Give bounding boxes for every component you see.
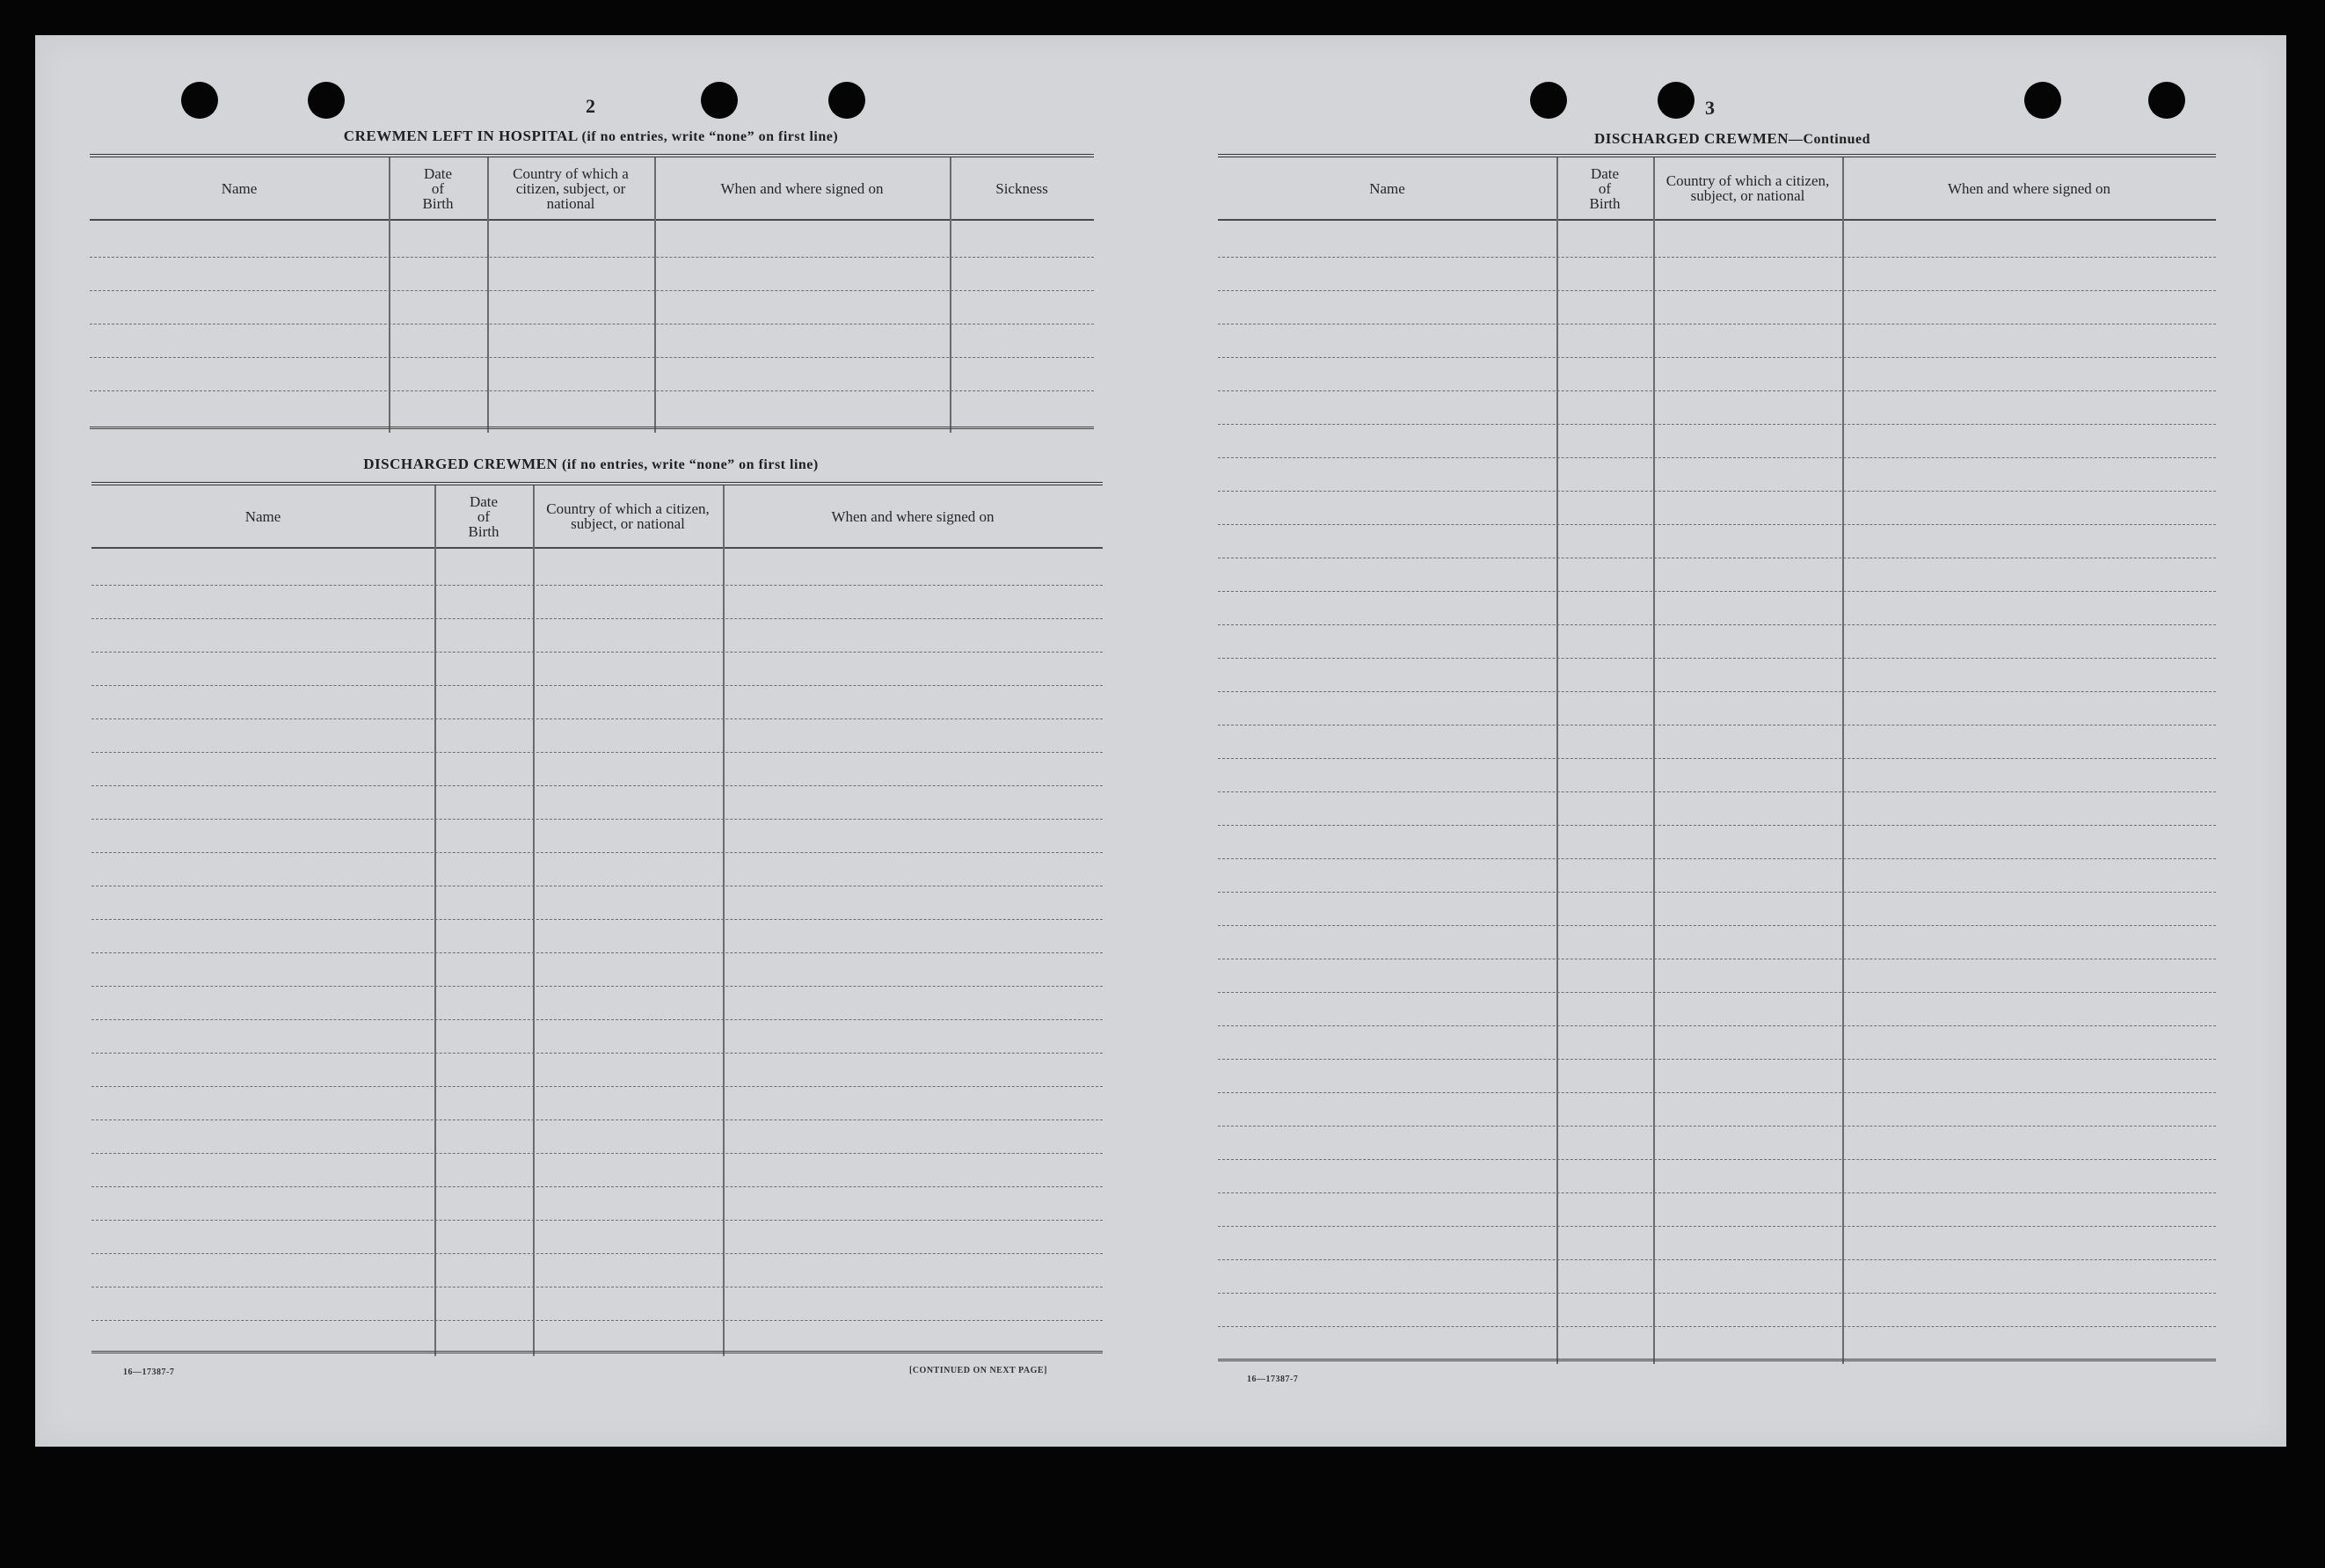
- entry-line: [1218, 791, 2216, 792]
- entry-line: [91, 785, 1103, 786]
- entry-line: [1218, 758, 2216, 759]
- col-header-country: Country of which a citizen, subject, or national: [1665, 172, 1830, 204]
- entry-line: [91, 718, 1103, 719]
- entry-line: [1218, 1126, 2216, 1127]
- entry-line: [90, 390, 1094, 391]
- table-bottom-rule: [91, 1351, 1103, 1353]
- form-code-right: 16—17387-7: [1247, 1375, 1299, 1384]
- entry-line: [91, 919, 1103, 920]
- column-divider: [1842, 157, 1844, 1364]
- column-divider: [654, 157, 656, 433]
- discharged-continued-text: DISCHARGED CREWMEN: [1593, 130, 1789, 147]
- col-header-date-of-birth: Date of Birth: [422, 164, 454, 212]
- column-divider: [723, 485, 725, 1356]
- entry-line: [91, 952, 1103, 953]
- discharged-table-left: [91, 482, 1103, 1356]
- entry-line: [91, 1119, 1103, 1120]
- entry-line: [91, 1153, 1103, 1154]
- entry-line: [1218, 290, 2216, 291]
- entry-line: [1218, 1192, 2216, 1193]
- entry-line: [1218, 925, 2216, 926]
- col-header-date-of-birth: Date of Birth: [468, 492, 499, 540]
- table-header: [91, 485, 1103, 549]
- entry-line: [90, 324, 1094, 325]
- col-header-date-of-birth: Date of Birth: [1589, 164, 1621, 212]
- page-number-left: 2: [586, 95, 595, 117]
- entry-line: [91, 986, 1103, 987]
- column-divider: [950, 157, 951, 433]
- col-header-when-where: When and where signed on: [831, 507, 995, 525]
- hospital-title-note: (if no entries, write “none” on first line): [581, 129, 839, 144]
- page-number-right: 3: [1705, 97, 1715, 119]
- entry-line: [91, 1186, 1103, 1187]
- col-header-sickness: Sickness: [995, 179, 1048, 197]
- entry-line: [91, 1053, 1103, 1054]
- entry-line: [1218, 424, 2216, 425]
- punch-hole: [1530, 82, 1567, 119]
- entry-line: [1218, 624, 2216, 625]
- entry-line: [1218, 858, 2216, 859]
- entry-line: [90, 257, 1094, 258]
- entry-line: [1218, 457, 2216, 458]
- col-header-country: Country of which a citizen, subject, or national: [546, 500, 710, 532]
- form-sheet: [35, 35, 2286, 1447]
- entry-line: [1218, 1259, 2216, 1260]
- table-bottom-rule: [1218, 1359, 2216, 1361]
- discharged-continued-title: [1218, 130, 2247, 148]
- entry-line: [91, 1220, 1103, 1221]
- col-header-when-where: When and where signed on: [1947, 179, 2111, 197]
- entry-line: [91, 1019, 1103, 1020]
- entry-line: [1218, 524, 2216, 525]
- entry-line: [1218, 1092, 2216, 1093]
- form-code-left: 16—17387-7: [123, 1367, 175, 1377]
- entry-line: [91, 819, 1103, 820]
- entry-line: [1218, 491, 2216, 492]
- hospital-title-text: CREWMEN LEFT IN HOSPITAL: [343, 128, 578, 144]
- entry-line: [91, 1253, 1103, 1254]
- punch-hole: [2024, 82, 2061, 119]
- hospital-section-title: [90, 128, 1092, 145]
- punch-hole: [181, 82, 218, 119]
- column-divider: [389, 157, 390, 433]
- discharged-title-note: (if no entries, write “none” on first line): [562, 457, 819, 472]
- table-bottom-rule: [90, 427, 1094, 429]
- col-header-when-where: When and where signed on: [720, 179, 884, 197]
- entry-line: [1218, 591, 2216, 592]
- entry-line: [91, 752, 1103, 753]
- punch-hole: [1658, 82, 1695, 119]
- column-divider: [1556, 157, 1558, 1364]
- col-header-country: Country of which a citizen, subject, or national: [513, 164, 629, 212]
- discharged-title-text: DISCHARGED CREWMEN: [363, 456, 558, 472]
- entry-line: [1218, 1059, 2216, 1060]
- entry-line: [91, 852, 1103, 853]
- entry-line: [1218, 1326, 2216, 1327]
- entry-line: [91, 618, 1103, 619]
- entry-line: [1218, 992, 2216, 993]
- discharged-section-title: [90, 456, 1092, 473]
- discharged-table-right: [1218, 154, 2216, 1364]
- column-divider: [533, 485, 535, 1356]
- continued-label: —Continued: [1789, 132, 1871, 147]
- col-header-name: Name: [221, 179, 258, 197]
- entry-line: [91, 1320, 1103, 1321]
- entry-line: [1218, 257, 2216, 258]
- entry-line: [1218, 1025, 2216, 1026]
- entry-line: [1218, 1293, 2216, 1294]
- column-divider: [1653, 157, 1655, 1364]
- entry-line: [1218, 691, 2216, 692]
- entry-line: [91, 1086, 1103, 1087]
- punch-hole: [2148, 82, 2185, 119]
- entry-line: [1218, 390, 2216, 391]
- table-header: [1218, 157, 2216, 221]
- col-header-name: Name: [244, 507, 281, 525]
- entry-line: [1218, 825, 2216, 826]
- entry-line: [91, 585, 1103, 586]
- entry-line: [91, 652, 1103, 653]
- entry-line: [1218, 725, 2216, 726]
- entry-line: [90, 290, 1094, 291]
- column-divider: [434, 485, 436, 1356]
- entry-line: [1218, 892, 2216, 893]
- col-header-name: Name: [1369, 179, 1405, 197]
- entry-line: [1218, 324, 2216, 325]
- continued-note: [CONTINUED ON NEXT PAGE]: [909, 1366, 1047, 1375]
- entry-line: [90, 357, 1094, 358]
- punch-hole: [701, 82, 738, 119]
- column-divider: [487, 157, 489, 433]
- punch-hole: [308, 82, 345, 119]
- punch-hole: [828, 82, 865, 119]
- entry-line: [1218, 1159, 2216, 1160]
- entry-line: [1218, 1226, 2216, 1227]
- entry-line: [91, 685, 1103, 686]
- entry-line: [1218, 658, 2216, 659]
- entry-line: [1218, 357, 2216, 358]
- table-header: [90, 157, 1094, 221]
- hospital-table: [90, 154, 1094, 433]
